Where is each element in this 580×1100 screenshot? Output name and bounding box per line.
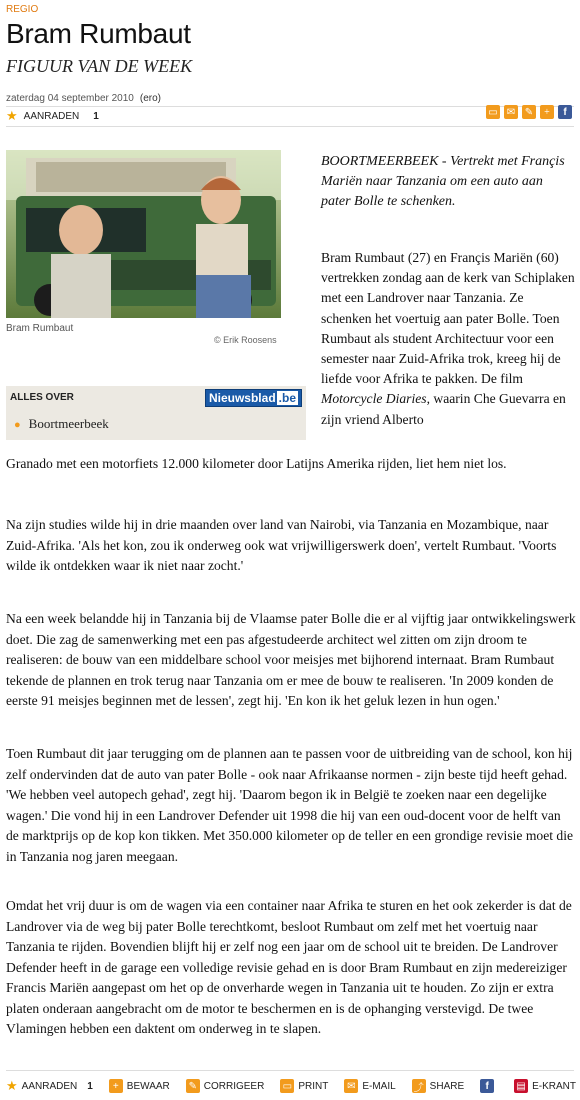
article-paragraph: Na zijn studies wilde hij in drie maanden over land van Nairobi, via Tanzania en Mozambique, naar Zuid-Afrika. 'Als het kon, zou ik onderweg ook wat vrijwilligerswerk doen', vertelt Rumbaut. 'Voorts wilde ik ontdekken waar ik niet naar zocht.' — [6, 517, 557, 573]
save-button[interactable] — [109, 1079, 170, 1093]
film-title: Motorcycle Diaries — [321, 391, 427, 407]
edit-icon: ✎ — [186, 1079, 200, 1093]
star-icon[interactable]: ★ — [6, 108, 18, 123]
article-paragraph: Granado met een motorfiets 12.000 kilometer door Latijns Amerika rijden, liet hem niet los. — [6, 456, 507, 471]
recommend-count: 1 — [93, 110, 99, 122]
ekrant-label: E-KRANT — [532, 1080, 576, 1092]
recommend-count: 1 — [87, 1080, 93, 1092]
article-title: Bram Rumbaut — [6, 18, 191, 49]
facebook-icon: f — [480, 1079, 494, 1093]
add-icon: + — [109, 1079, 123, 1093]
article-photo[interactable] — [6, 150, 281, 318]
share-button[interactable] — [412, 1079, 464, 1093]
divider — [6, 1070, 574, 1071]
section-label[interactable]: REGIO — [6, 4, 39, 15]
save-label: BEWAAR — [126, 1080, 170, 1092]
email-label: E-MAIL — [362, 1080, 396, 1092]
print-button[interactable] — [280, 1079, 328, 1093]
logo-text: Nieuwsblad — [208, 391, 276, 405]
recommend-button[interactable] — [6, 1078, 93, 1094]
correct-label: CORRIGEER — [203, 1080, 265, 1092]
article-author: (ero) — [139, 93, 161, 104]
recommend-bar — [6, 108, 99, 124]
photo-image — [6, 150, 281, 318]
print-label: PRINT — [298, 1080, 329, 1092]
edit-icon[interactable]: ✎ — [522, 105, 536, 119]
alles-over-heading: ALLES OVER — [10, 392, 74, 403]
correct-button[interactable] — [186, 1079, 265, 1093]
ekrant-button[interactable] — [514, 1079, 576, 1093]
add-icon[interactable]: + — [540, 105, 554, 119]
article-subtitle: FIGUUR VAN DE WEEK — [6, 56, 193, 76]
alles-over-item[interactable] — [14, 416, 109, 432]
recommend-label: AANRADEN — [21, 1080, 78, 1092]
article-date: zaterdag 04 september 2010 — [6, 93, 134, 104]
alles-over-link[interactable]: Boortmeerbeek — [28, 416, 109, 431]
article-paragraph: Omdat het vrij duur is om de wagen via een container naar Afrika te sturen en het ook zekerder is dat de Landrover via de weg bij pater Bolle terechtkomt, besloot Rumbaut om zelf met het voertuig naar Tanzania te rijden. Bovendien blijft hij er zelf nog een jaar om de school uit te breiden. De Landrover Defender heeft in de garage een volledige revisie gehad en is door Bram Rumbaut en zijn medereiziger Francis Mariën aangepast om het op de onverharde wegen in Tanzania uit te houden. Zo zijn er extra platen onderaan aangebracht om de motor te beschermen en is de ophanging verstevigd. De twee Vlamingen hebben een daktent om onderweg in te slapen. — [6, 898, 572, 1036]
star-icon: ★ — [6, 1078, 18, 1093]
recommend-label[interactable]: AANRADEN — [23, 110, 80, 122]
article-meta — [6, 93, 161, 104]
email-icon: ✉ — [344, 1079, 358, 1093]
bottom-toolbar — [6, 1078, 576, 1094]
divider — [6, 126, 574, 127]
print-icon[interactable]: ▭ — [486, 105, 500, 119]
article-paragraph: Toen Rumbaut dit jaar terugging om de plannen aan te passen voor de uitbreiding van de school, kon hij zelf ondervinden dat de auto van pater Bolle - ook naar Afrikaanse normen - zijn beste tijd heeft gehad. 'We hebben veel autopech gehad', zegt hij. 'Daarom begon ik in België te zoeken naar een degelijke wagen.' Die vond hij in een Landrover Defender uit 1998 die hij van een oud-docent voor de helft van de marktprijs op de kop kon tikken. Met 350.000 kilometer op de teller en een grondige revisie moet die in Tanzania nog jaren meegaan. — [6, 746, 574, 864]
paragraph-text: , waarin Che Guevarra en zijn vriend Alberto — [321, 391, 566, 427]
email-icon[interactable]: ✉ — [504, 105, 518, 119]
facebook-icon[interactable]: f — [558, 105, 572, 119]
article-paragraph: Na een week belandde hij in Tanzania bij de Vlaamse pater Bolle die er al vijftig jaar ontwikkelingswerk doet. Die zag de samenwerking met een pas afgestudeerde architect wel zitten om zijn droom te realiseren: de bouw van een middelbare school voor meisjes met bijhorend internaat. Bram Rumbaut tekende de plannen en trok terug naar Tanzania om er mee de bouw te realiseren. 'In 2009 konden de eerste 91 meisjes beginnen met de lessen', zegt hij. 'En kon ik het geluk lezen in hun ogen.' — [6, 611, 576, 708]
photo-caption: Bram Rumbaut — [6, 323, 74, 334]
alles-over-box — [6, 386, 306, 440]
share-icon: ⤴ — [412, 1079, 426, 1093]
email-button[interactable] — [344, 1079, 395, 1093]
photo-credit: © Erik Roosens — [214, 335, 277, 345]
share-label: SHARE — [429, 1080, 465, 1092]
bullet-icon: ● — [14, 419, 21, 431]
article-lead: BOORTMEERBEEK - Vertrekt met Françis Mariën naar Tanzania om een auto aan pater Bolle te schenken. — [321, 154, 565, 210]
article-tools — [486, 105, 572, 119]
print-icon: ▭ — [280, 1079, 294, 1093]
nieuwsblad-logo[interactable] — [205, 389, 302, 407]
facebook-button[interactable] — [480, 1079, 494, 1093]
paragraph-text: Bram Rumbaut (27) en Françis Mariën (60) vertrekken zondag aan de kerk van Schiplaken met een Landrover naar Tanzania. Ze schenken het voertuig aan pater Bolle. Toen Rumbaut als student Architectuur voor een semester naar Zuid-Afrika trok, kreeg hij de liefde voor Afrika te pakken. De film — [321, 250, 575, 387]
article-paragraph — [321, 248, 577, 430]
ekrant-icon: ▤ — [514, 1079, 528, 1093]
logo-suffix: .be — [278, 391, 296, 405]
